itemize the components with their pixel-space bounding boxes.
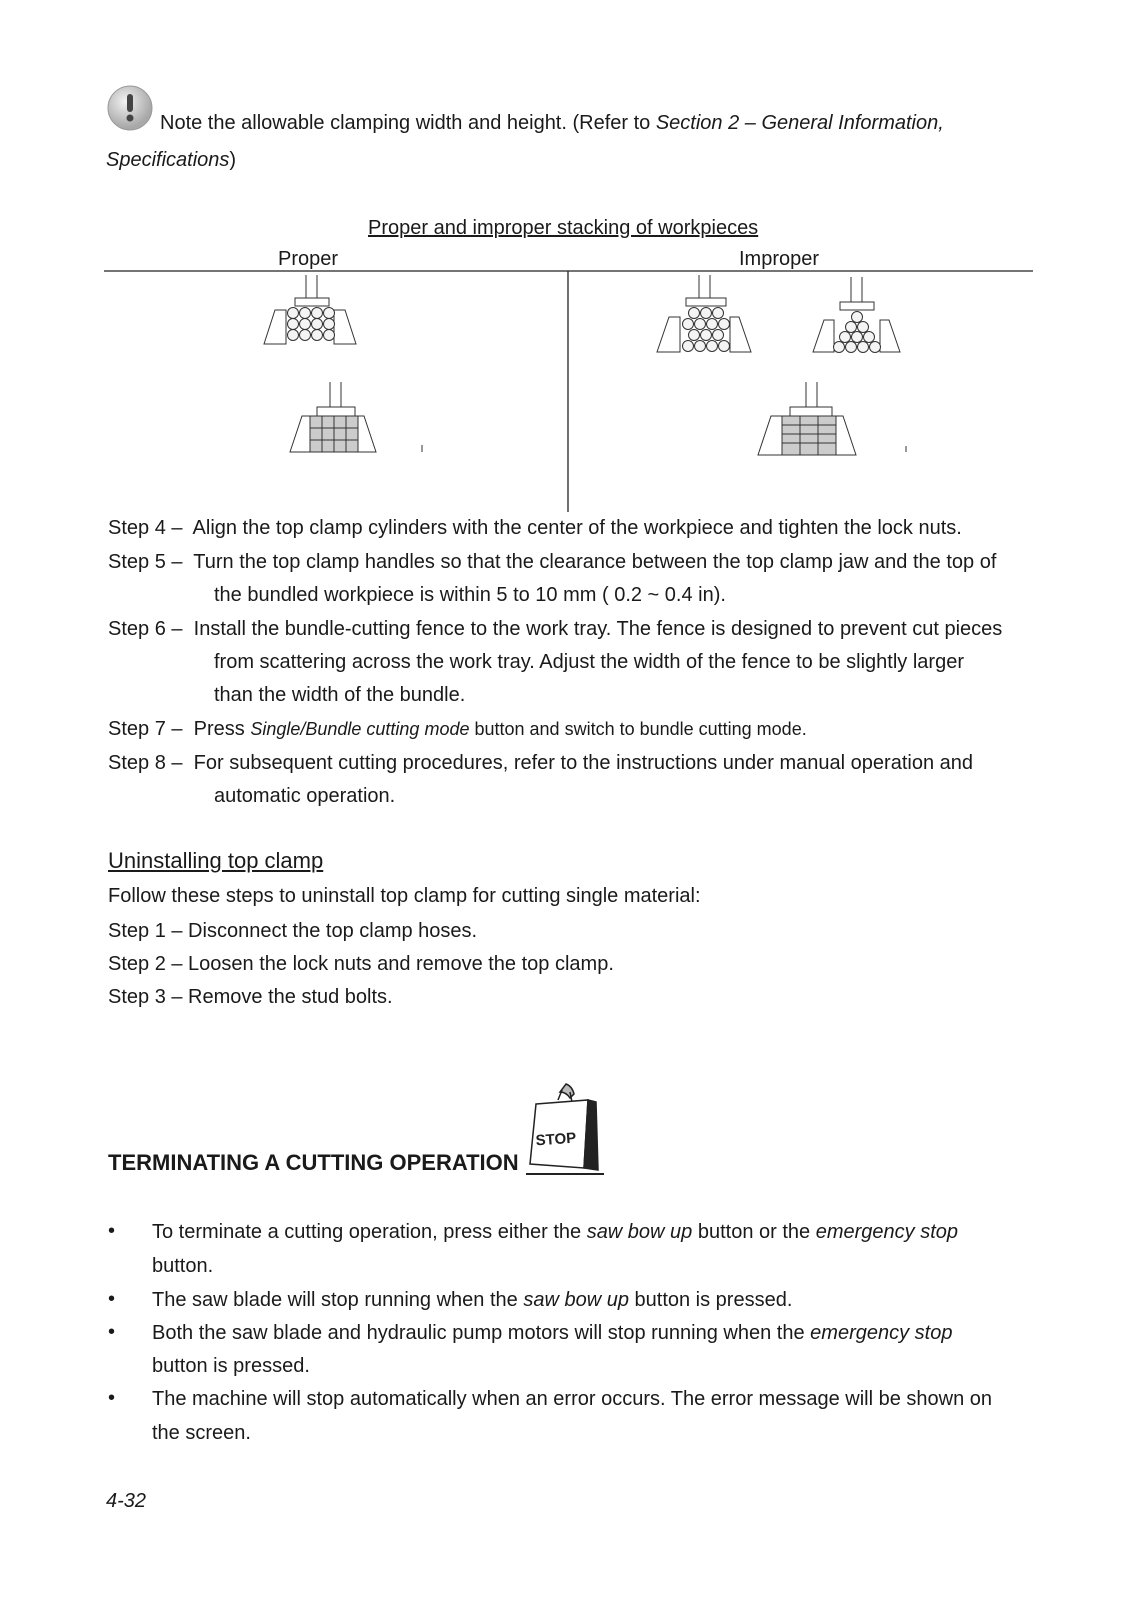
step-6-cont-2: than the width of the bundle.: [214, 684, 466, 706]
step-8-cont: automatic operation.: [214, 785, 396, 807]
bullet-1-text: To terminate a cutting operation, press either the saw bow up button or the emergency stop: [152, 1221, 959, 1243]
bullet-3-marker: •: [108, 1321, 116, 1343]
step-5-cont: the bundled workpiece is within 5 to 10 mm ( 0.2 ~ 0.4 in).: [214, 584, 726, 606]
note-text: Note the allowable clamping width and height. (Refer to Section 2 – General Information,: [160, 112, 944, 134]
proper-round-stack: [264, 275, 356, 344]
uninstall-heading: Uninstalling top clamp: [108, 848, 324, 873]
step-8: Step 8 – For subsequent cutting procedures, refer to the instructions under manual operation and: [108, 752, 973, 774]
step-6-cont-1: from scattering across the work tray. Adjust the width of the fence to be slightly larger: [214, 651, 964, 673]
bullet-1-line2: button.: [152, 1255, 214, 1277]
improper-round-stack-2: [813, 277, 900, 353]
uninstall-step-3: Step 3 – Remove the stud bolts.: [108, 986, 393, 1008]
step-5: Step 5 – Turn the top clamp handles so that the clearance between the top clamp jaw and the top of: [108, 551, 997, 573]
bullet-4-marker: •: [108, 1387, 116, 1409]
bullet-1-marker: •: [108, 1220, 116, 1242]
stop-sign-icon: [526, 1080, 606, 1176]
figure-title: Proper and improper stacking of workpieces: [368, 217, 759, 239]
proper-square-stack: [290, 382, 422, 452]
figure-col-improper: Improper: [739, 248, 820, 270]
bullet-3-line2: button is pressed.: [152, 1355, 310, 1377]
bullet-4-text: The machine will stop automatically when an error occurs. The error message will be shown on: [152, 1388, 993, 1410]
figure-col-proper: Proper: [278, 248, 339, 270]
bullet-2-text: The saw blade will stop running when the saw bow up button is pressed.: [152, 1289, 793, 1311]
note-text-line2: Specifications): [106, 149, 237, 171]
improper-round-stack-1: [657, 275, 751, 352]
uninstall-intro: Follow these steps to uninstall top clamp for cutting single material:: [108, 885, 701, 907]
page-number: 4-32: [106, 1490, 147, 1512]
step-6: Step 6 – Install the bundle-cutting fence to the work tray. The fence is designed to prevent cut pieces: [108, 618, 1003, 640]
uninstall-step-2: Step 2 – Loosen the lock nuts and remove the top clamp.: [108, 953, 614, 975]
stacking-figure: [0, 0, 1132, 520]
terminate-heading: TERMINATING A CUTTING OPERATION: [108, 1150, 519, 1175]
bullet-4-line2: the screen.: [152, 1422, 251, 1444]
step-4: Step 4 – Align the top clamp cylinders with the center of the workpiece and tighten the lock nuts.: [108, 517, 962, 539]
svg-text:STOP: STOP: [535, 1129, 577, 1150]
uninstall-step-1: Step 1 – Disconnect the top clamp hoses.: [108, 920, 478, 942]
bullet-3-text: Both the saw blade and hydraulic pump motors will stop running when the emergency stop: [152, 1322, 953, 1344]
bullet-2-marker: •: [108, 1288, 116, 1310]
improper-square-stack: [758, 382, 906, 455]
step-7: Step 7 – Press Single/Bundle cutting mode button and switch to bundle cutting mode.: [108, 718, 807, 740]
